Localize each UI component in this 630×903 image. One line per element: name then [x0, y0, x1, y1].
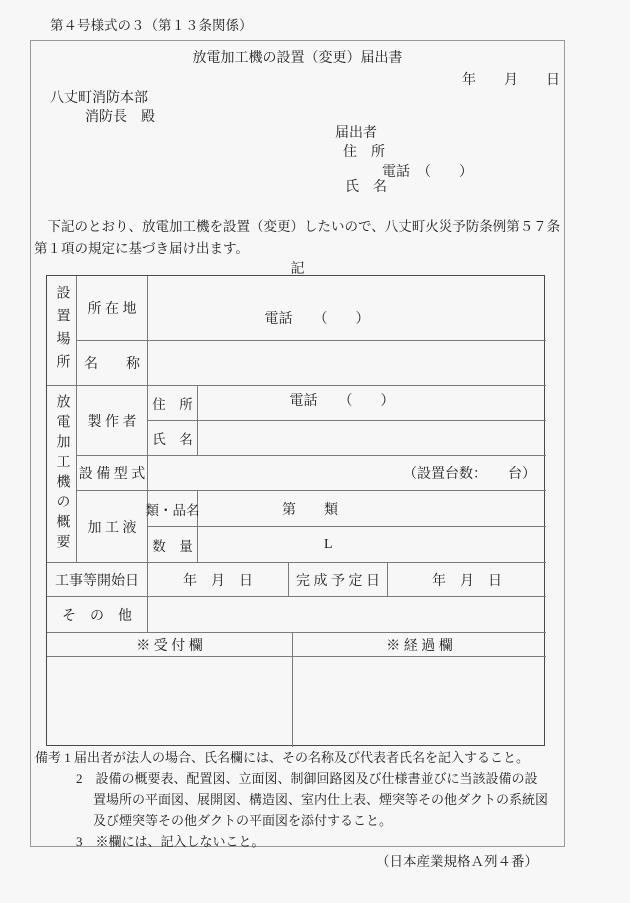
maker-name-label: 氏 名	[148, 421, 198, 456]
other-label: そ の 他	[47, 597, 148, 633]
form-border-box	[30, 40, 565, 847]
other-value-cell	[148, 597, 546, 633]
progress-column-header: ※ 経 過 欄	[293, 633, 546, 657]
maker-address-value-cell	[198, 386, 546, 421]
notifier-address-label: 住 所	[343, 145, 385, 160]
remarks-line-5: 3 ※欄には、記入しないこと。	[76, 834, 265, 849]
model-value-cell	[148, 456, 546, 491]
remarks-line-4: 及び煙突等その他ダクトの平面図を添付すること。	[93, 813, 393, 828]
site-group-label: 設置場所	[47, 276, 77, 386]
fluid-class-label: 類・品名	[148, 491, 198, 527]
remarks-line-1: 備考 1 届出者が法人の場合、氏名欄には、その名称及び代表者氏名を記入すること。	[35, 750, 530, 765]
machine-group-label: 放電加工機の概要	[47, 386, 77, 563]
maker-phone-label: 電話 （ ）	[289, 394, 395, 409]
maker-name-value-cell	[198, 421, 546, 456]
fluid-label: 加 工 液	[77, 491, 148, 563]
start-date-label: 工事等開始日	[47, 563, 148, 597]
maker-label: 製 作 者	[77, 386, 148, 456]
fluid-qty-label: 数 量	[148, 527, 198, 563]
submission-date-line: 年 月 日	[462, 73, 560, 88]
fluid-class-value: 第 類	[282, 502, 338, 518]
body-paragraph-line1: 下記のとおり、放電加工機を設置（変更）したいので、八丈町火災予防条例第５７条	[34, 219, 561, 234]
notifier-phone-label: 電話 （ ）	[382, 165, 473, 180]
completion-date-label: 完 成 予 定 日	[289, 563, 388, 597]
remarks-section	[35, 747, 563, 852]
reception-column-cell	[47, 657, 293, 747]
site-location-phone-label: 電話 （ ）	[264, 312, 370, 327]
completion-date-value-cell: 年 月 日	[388, 563, 546, 597]
maker-address-label: 住 所	[148, 386, 198, 421]
site-name-label: 名 称	[77, 341, 148, 386]
reception-column-header: ※ 受 付 欄	[47, 633, 293, 657]
record-mark: 記	[290, 262, 305, 277]
progress-column-cell	[293, 657, 546, 747]
remarks-line-2: 2 設備の概要表、配置図、立面図、制御回路図及び仕様書並びに当該設備の設	[76, 771, 538, 786]
site-location-label: 所 在 地	[77, 276, 148, 341]
site-location-value-cell	[148, 276, 546, 341]
remarks-line-3: 置場所の平面図、展開図、構造図、室内仕上表、煙突等その他ダクトの系統図	[93, 792, 549, 807]
fluid-qty-value-cell	[198, 527, 546, 563]
start-date-value-cell: 年 月 日	[148, 563, 289, 597]
notifier-name-label: 氏 名	[345, 180, 387, 195]
addressee-organization: 八丈町消防本部	[50, 91, 148, 106]
notifier-label: 届出者	[335, 126, 377, 141]
document-title: 放電加工機の設置（変更）届出書	[192, 51, 403, 66]
site-name-value-cell	[148, 341, 546, 386]
fluid-qty-unit: L	[324, 536, 333, 552]
model-label: 設 備 型 式	[77, 456, 148, 491]
paper-size-note: （日本産業規格Ａ列４番）	[376, 854, 538, 869]
fluid-class-value-cell	[198, 491, 546, 527]
body-paragraph-line2: 第１項の規定に基づき届け出ます。	[34, 240, 249, 256]
addressee-title: 消防長 殿	[85, 110, 155, 125]
model-units-note: （設置台数： 台）	[403, 467, 536, 482]
form-number-label: 第４号様式の３（第１３条関係）	[50, 18, 253, 33]
notification-table	[46, 275, 545, 746]
body-paragraph	[34, 216, 565, 259]
